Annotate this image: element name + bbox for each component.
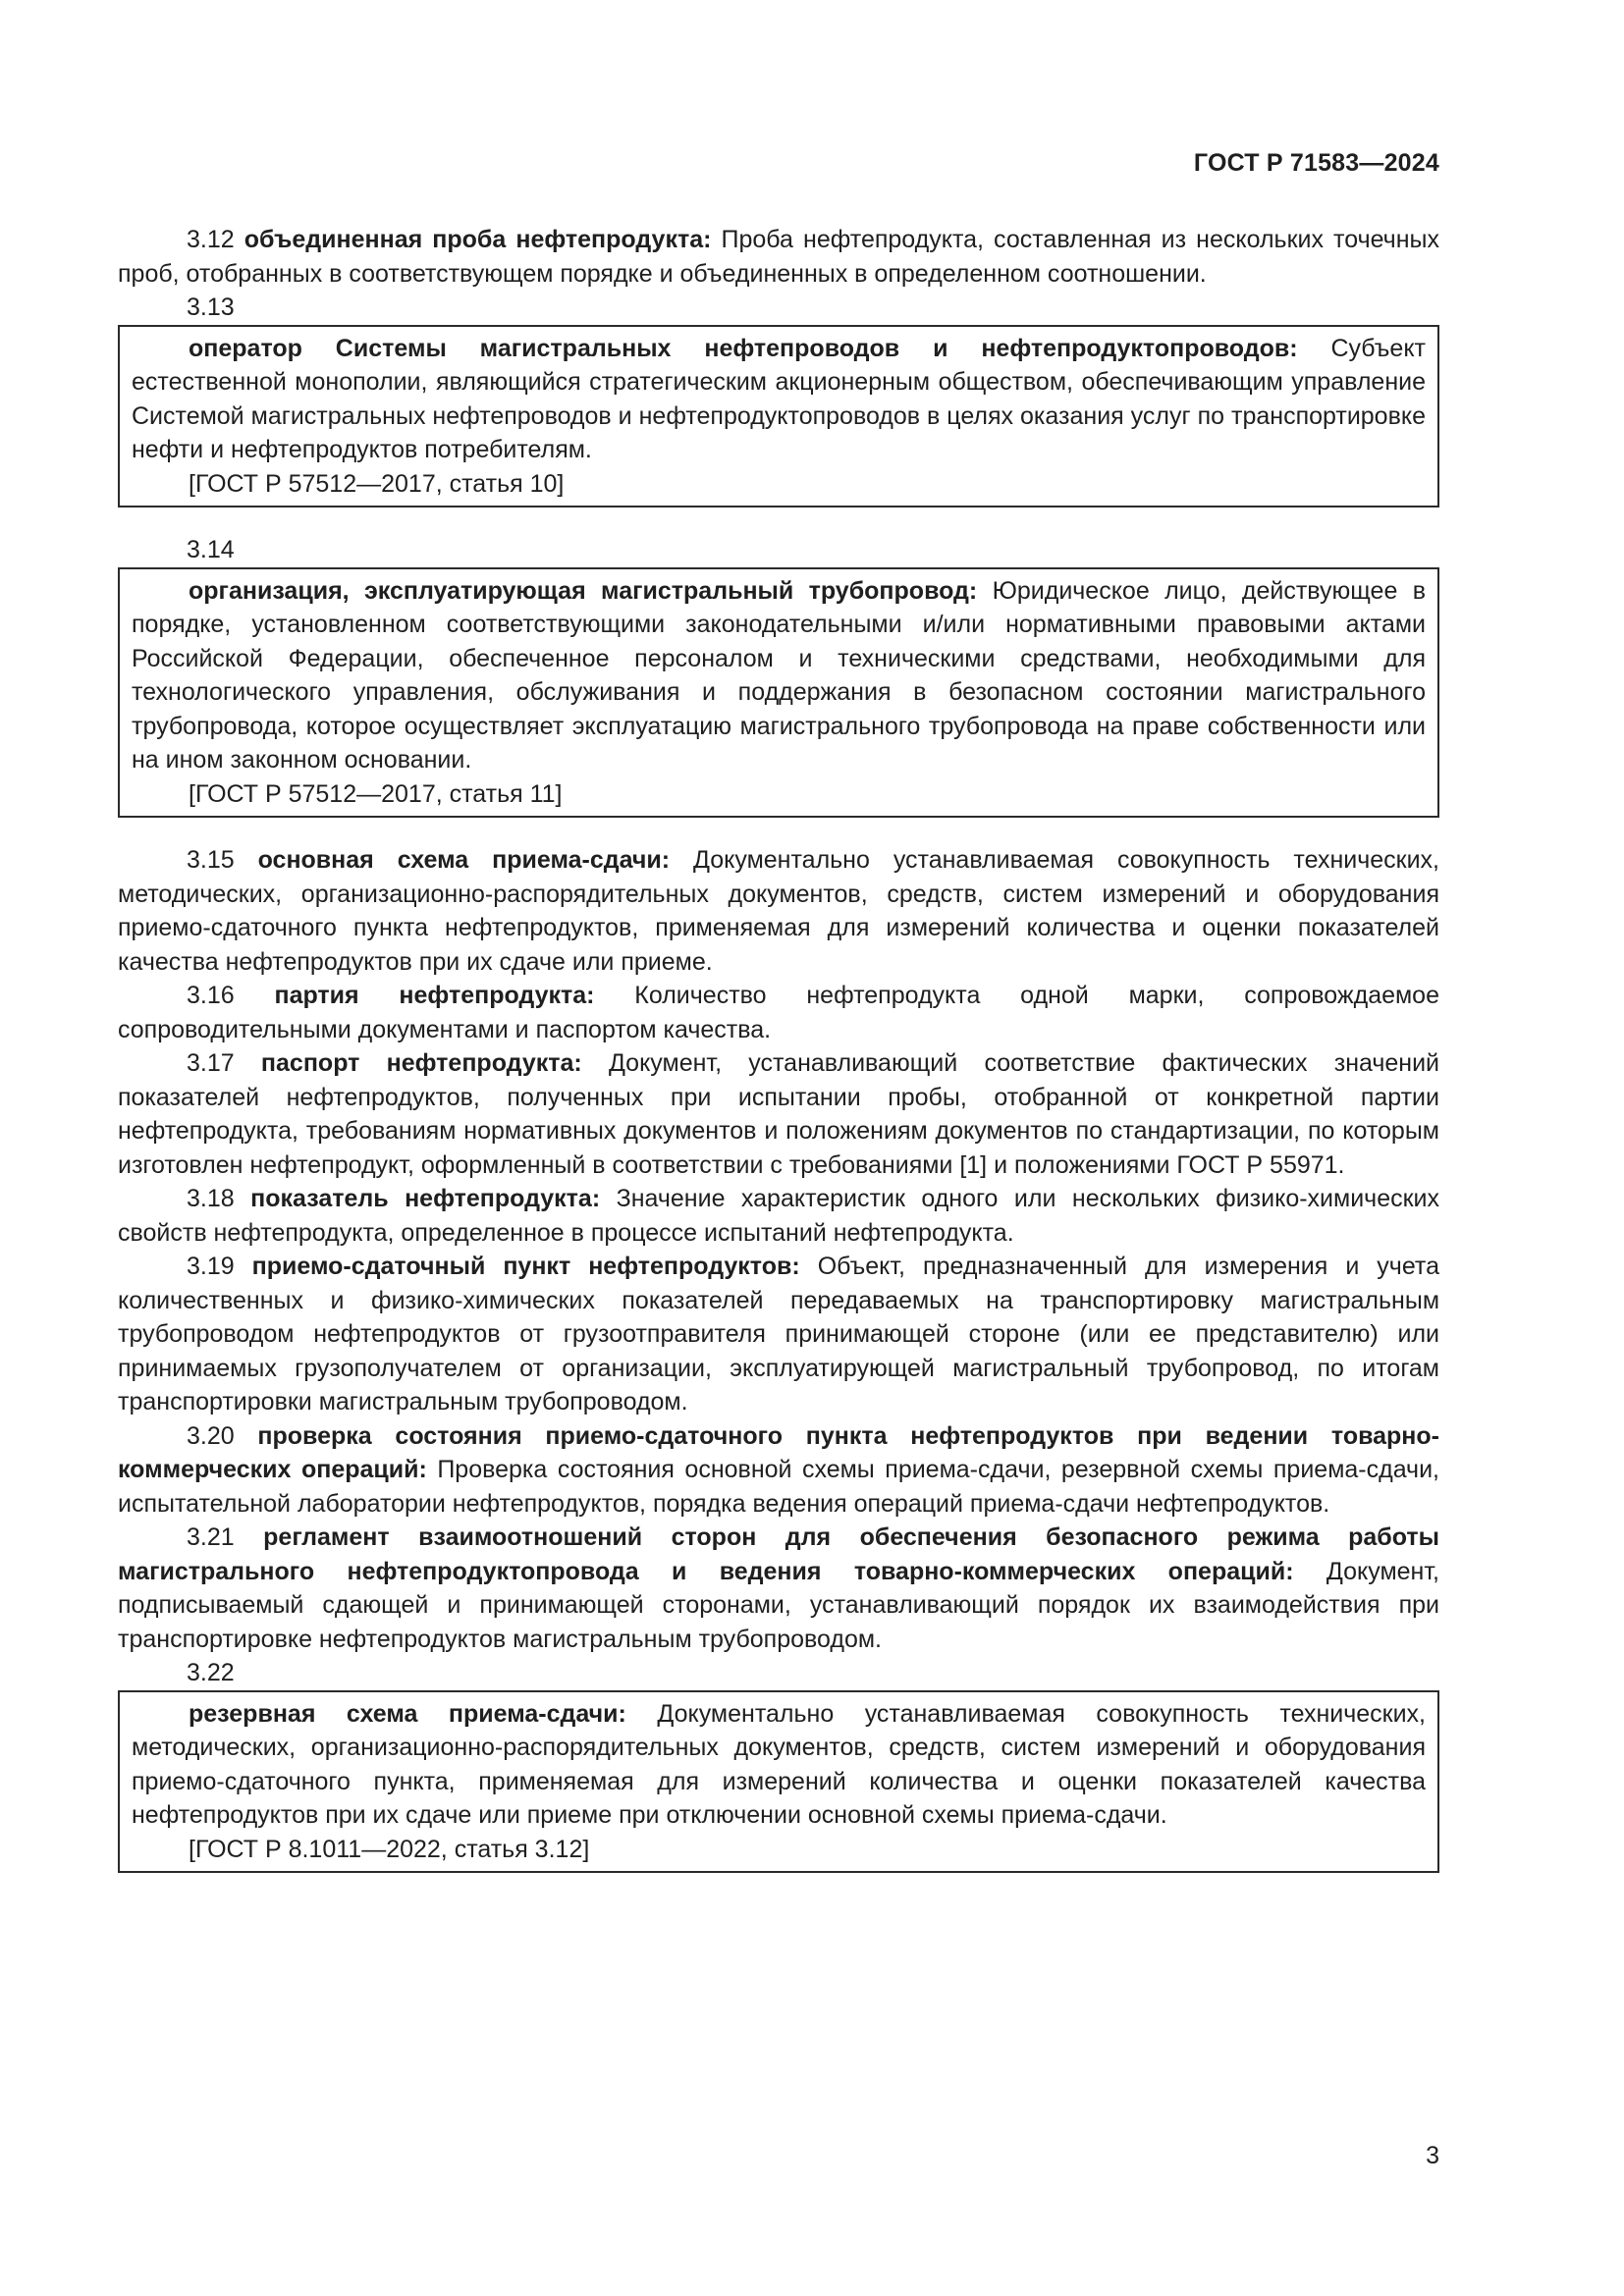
term-number-3-14: 3.14 (187, 536, 235, 563)
term-definition: Значение характеристик одного или нескольких физико-химических свойств нефтепродукта, определенное в процессе испытаний нефтепродукта. (118, 1185, 1440, 1247)
term-definition: Количество нефтепродукта одной марки, сопровождаемое сопроводительными документами и паспортом качества. (118, 982, 1439, 1043)
term-title: резервная схема приема-сдачи: (189, 1699, 626, 1728)
term-entry-3-19 (118, 1250, 1439, 1419)
term-number: 3.18 (187, 1185, 251, 1212)
term-definition: Объект, предназначенный для измерения и учета количественных и физико-химических показателей передаваемых на транспортировку магистральным трубопроводом нефтепродуктов от грузоотправителя принимающей стороне (или ее представителю) или принимаемых грузополучателем от организации, эксплуатирующей магистральный трубопровод, по итогам транспортировки магистральным трубопроводом. (118, 1253, 1439, 1415)
term-definition: Проверка состояния основной схемы приема-сдачи, резервной схемы приема-сдачи, испытательной лаборатории нефтепродуктов, порядка ведения операций приема-сдачи нефтепродуктов. (118, 1456, 1439, 1518)
terms-section (118, 223, 1439, 1873)
term-entry-3-16 (118, 979, 1439, 1046)
term-definition: Субъект естественной монополии, являющийся стратегическим акционерным обществом, обеспечивающим управление Системой магистральных нефтепроводов и нефтепродуктопроводов в целях оказания услуг по транспортировке нефти и нефтепродуктов потребителям. (132, 334, 1426, 463)
term-number: 3.16 (187, 982, 275, 1009)
term-entry-3-15 (118, 843, 1439, 979)
term-entry-3-22 (132, 1697, 1426, 1833)
term-entry-3-20 (118, 1419, 1439, 1522)
term-title: основная схема приема-сдачи: (257, 846, 671, 874)
term-entry-3-13 (132, 332, 1426, 467)
term-number: 3.19 (187, 1253, 252, 1280)
term-entry-3-14 (132, 574, 1426, 777)
term-definition: Документально устанавливаемая совокупность технических, методических, организационно-распорядительных документов, средств, систем измерений и оборудования приемо-сдаточного пункта нефтепродуктов, применяемая для измерений количества и оценки показателей качества нефтепродуктов при их сдаче или приеме. (118, 846, 1439, 976)
term-number: 3.17 (187, 1049, 261, 1077)
term-entry-3-17 (118, 1046, 1439, 1182)
term-title: объединенная проба нефтепродукта: (244, 226, 712, 253)
term-definition: Юридическое лицо, действующее в порядке, установленном соответствующими законодательными и/или нормативными правовыми актами Российской Федерации, обеспеченное персоналом и техническими средствами, необходимыми для технологического управления, обслуживания и поддержания в безопасном состоянии магистрального трубопровода, которое осуществляет эксплуатацию магистрального трубопровода на праве собственности или на ином законном основании. (132, 576, 1427, 774)
term-source: [ГОСТ Р 57512—2017, статья 11] (189, 779, 563, 808)
term-number-3-13: 3.13 (187, 294, 235, 321)
term-entry-3-12 (118, 223, 1439, 291)
term-number: 3.20 (187, 1421, 258, 1450)
term-title: регламент взаимоотношений сторон для обеспечения безопасного режима работы магистрального нефтепродуктопровода и ведения товарно-коммерческих операций: (118, 1523, 1439, 1585)
term-title: паспорт нефтепродукта: (260, 1049, 582, 1077)
term-title: организация, эксплуатирующая магистральный трубопровод: (189, 576, 978, 605)
term-number: 3.12 (187, 226, 244, 253)
term-title: партия нефтепродукта: (274, 982, 595, 1009)
term-number: 3.15 (187, 846, 258, 874)
term-number-3-22: 3.22 (187, 1659, 235, 1686)
term-definition: Проба нефтепродукта, составленная из нескольких точечных проб, отобранных в соответствующем порядке и объединенных в определенном соотношении. (118, 226, 1439, 288)
term-entry-3-21 (118, 1521, 1439, 1656)
term-title: проверка состояния приемо-сдаточного пункта нефтепродуктов при ведении товарно-коммерческих операций: (118, 1421, 1439, 1483)
document-header-id: ГОСТ Р 71583—2024 (1193, 149, 1439, 177)
term-box-3-22 (118, 1690, 1439, 1874)
term-source: [ГОСТ Р 8.1011—2022, статья 3.12] (189, 1835, 590, 1863)
term-source: [ГОСТ Р 57512—2017, статья 10] (189, 469, 565, 498)
term-definition: Документ, устанавливающий соответствие фактических значений показателей нефтепродуктов, полученных при испытании пробы, отобранной от конкретной партии нефтепродукта, требованиям нормативных документов и положениям документов по стандартизации, по которым изготовлен нефтепродукт, оформленный в соответствии с требованиями [1] и положениями ГОСТ Р 55971. (118, 1049, 1440, 1179)
term-title: приемо-сдаточный пункт нефтепродуктов: (251, 1253, 800, 1280)
term-definition: Документально устанавливаемая совокупность технических, методических, организационно-распорядительных документов, средств, систем измерений и оборудования приемо-сдаточного пункта, применяемая для измерений количества и оценки показателей качества нефтепродуктов при их сдаче или приеме при отключении основной схемы приема-сдачи. (132, 1699, 1427, 1829)
term-definition: Документ, подписываемый сдающей и принимающей сторонами, устанавливающий порядок их взаимодействия при транспортировке нефтепродуктов магистральным трубопроводом. (118, 1557, 1439, 1653)
term-title: оператор Системы магистральных нефтепроводов и нефтепродуктопроводов: (189, 334, 1298, 362)
term-box-3-13 (118, 325, 1439, 508)
term-number: 3.21 (187, 1523, 264, 1551)
term-title: показатель нефтепродукта: (250, 1185, 601, 1212)
term-box-3-14 (118, 567, 1439, 819)
page-number: 3 (1426, 2142, 1439, 2169)
term-entry-3-18 (118, 1182, 1439, 1250)
